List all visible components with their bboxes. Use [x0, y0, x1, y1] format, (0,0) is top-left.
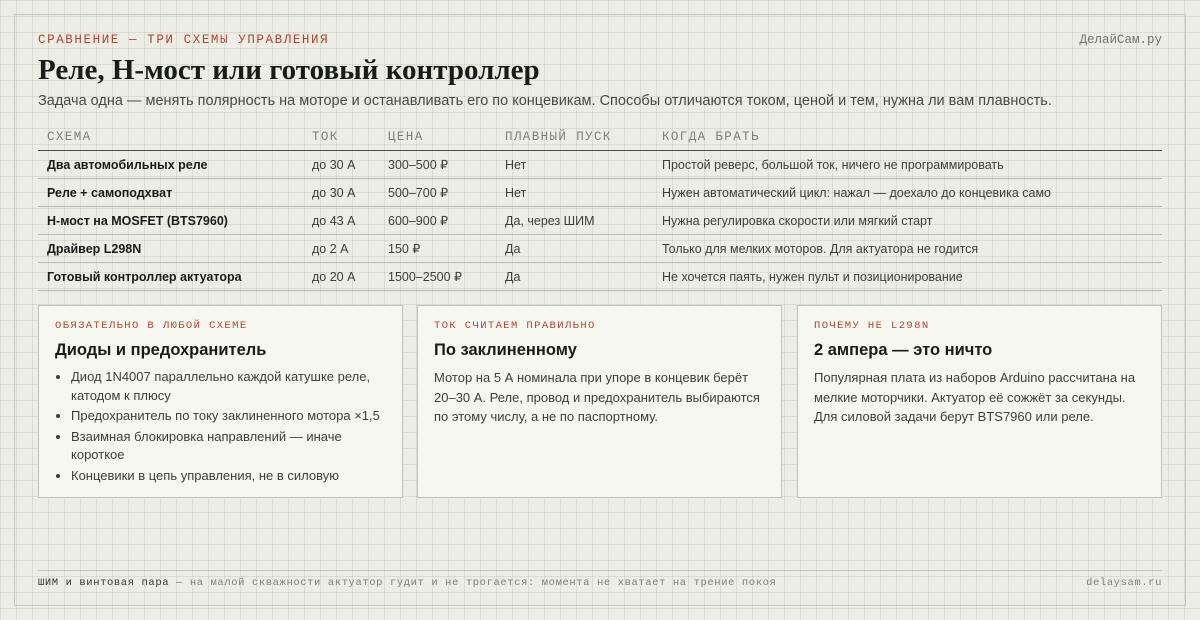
comparison-table — [38, 124, 1162, 291]
footer-note-term: ШИМ и винтовая пара — [38, 577, 170, 589]
cell-when: Простой реверс, большой ток, ничего не программировать — [653, 151, 1162, 179]
cell-when: Нужен автоматический цикл: нажал — доехало до концевика само — [653, 179, 1162, 207]
column-header-scheme: СХЕМА — [38, 124, 303, 151]
cell-scheme: Драйвер L298N — [38, 235, 303, 263]
footer-url[interactable]: delaysam.ru — [1086, 577, 1162, 589]
footer-note — [38, 577, 776, 589]
cell-scheme: Готовый контроллер актуатора — [38, 263, 303, 291]
table-row — [38, 179, 1162, 207]
cell-when: Не хочется паять, нужен пульт и позиционирование — [653, 263, 1162, 291]
card-title: По заклиненному — [434, 341, 577, 359]
cell-price: 300–500 ₽ — [379, 151, 496, 179]
cell-scheme: H-мост на MOSFET (BTS7960) — [38, 207, 303, 235]
page-title: Реле, H-мост или готовый контроллер — [38, 54, 540, 86]
card-stall-current — [417, 305, 782, 498]
table-header-row — [38, 124, 1162, 151]
card-diodes-fuse — [38, 305, 403, 498]
table-row — [38, 263, 1162, 291]
list-item: • Диод 1N4007 параллельно каждой катушке реле, катодом к плюсу — [71, 368, 386, 405]
list-item: • Предохранитель по току заклиненного мотора ×1,5 — [71, 407, 386, 426]
column-header-current: ТОК — [303, 124, 379, 151]
list-item: • Взаимная блокировка направлений — иначе короткое — [71, 428, 386, 465]
cell-price: 1500–2500 ₽ — [379, 263, 496, 291]
cell-scheme: Реле + самоподхват — [38, 179, 303, 207]
cell-scheme: Два автомобильных реле — [38, 151, 303, 179]
card-eyebrow: ТОК СЧИТАЕМ ПРАВИЛЬНО — [434, 320, 596, 332]
column-header-when: КОГДА БРАТЬ — [653, 124, 1162, 151]
card-eyebrow: ОБЯЗАТЕЛЬНО В ЛЮБОЙ СХЕМЕ — [55, 320, 248, 332]
card-title: Диоды и предохранитель — [55, 341, 267, 359]
cell-current: до 2 А — [303, 235, 379, 263]
card-why-not-l298n — [797, 305, 1162, 498]
card-eyebrow: ПОЧЕМУ НЕ L298N — [814, 320, 930, 332]
cell-soft-start: Да — [496, 235, 653, 263]
card-text: Мотор на 5 А номинала при упоре в концевик берёт 20–30 А. Реле, провод и предохранитель выбираются по этому числу, а не по паспортному. — [434, 370, 760, 424]
card-text: Популярная плата из наборов Arduino рассчитана на мелкие моторчики. Актуатор её сожжёт за секунды. Для силовой задачи берут BTS7960 или реле. — [814, 370, 1136, 424]
card-checklist — [55, 368, 386, 485]
cell-price: 500–700 ₽ — [379, 179, 496, 207]
cell-soft-start: Да — [496, 263, 653, 291]
table-row — [38, 235, 1162, 263]
cell-soft-start: Нет — [496, 151, 653, 179]
table-row — [38, 151, 1162, 179]
cell-when: Только для мелких моторов. Для актуатора не годится — [653, 235, 1162, 263]
cell-price: 150 ₽ — [379, 235, 496, 263]
cell-current: до 20 А — [303, 263, 379, 291]
section-eyebrow: СРАВНЕНИЕ — ТРИ СХЕМЫ УПРАВЛЕНИЯ — [38, 33, 330, 47]
cell-current: до 30 А — [303, 151, 379, 179]
cell-price: 600–900 ₽ — [379, 207, 496, 235]
cell-current: до 43 А — [303, 207, 379, 235]
column-header-soft-start: ПЛАВНЫЙ ПУСК — [496, 124, 653, 151]
list-item: • Концевики в цепь управления, не в силовую — [71, 467, 386, 486]
page-subtitle: Задача одна — менять полярность на моторе и останавливать его по концевикам. Способы отличаются током, ценой и тем, нужна ли вам плавность. — [38, 93, 1052, 109]
column-header-price: ЦЕНА — [379, 124, 496, 151]
site-brand[interactable]: ДелайСам.ру — [1079, 33, 1162, 47]
cell-current: до 30 А — [303, 179, 379, 207]
card-title: 2 ампера — это ничто — [814, 341, 993, 359]
cell-soft-start: Нет — [496, 179, 653, 207]
cell-soft-start: Да, через ШИМ — [496, 207, 653, 235]
cell-when: Нужна регулировка скорости или мягкий старт — [653, 207, 1162, 235]
table-row — [38, 207, 1162, 235]
footer-divider — [38, 570, 1162, 571]
footer-note-text: — на малой скважности актуатор гудит и не трогается: момента не хватает на трение покоя — [169, 577, 777, 589]
